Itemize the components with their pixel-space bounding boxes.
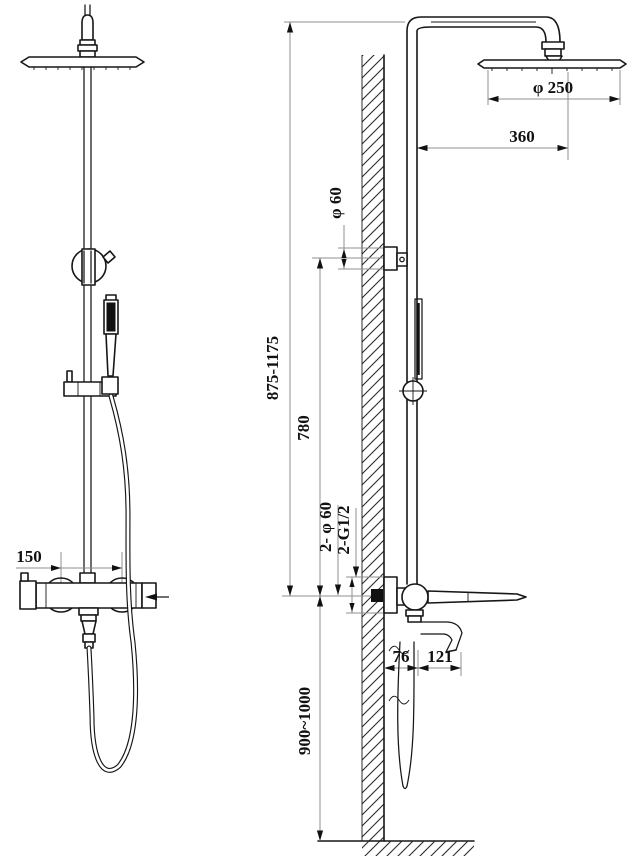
bracket-arm	[397, 253, 407, 266]
front-view	[16, 5, 169, 770]
valve-side	[371, 577, 526, 652]
head-disc	[21, 57, 144, 67]
wand-holder-cup	[102, 377, 118, 394]
head-nozzles	[492, 68, 612, 74]
riser-front	[84, 67, 91, 583]
dim-mount-height: 900~1000	[295, 686, 314, 756]
wall-section	[318, 55, 474, 856]
dim-bracket-height: 780	[294, 415, 313, 441]
shower-head-front	[21, 5, 144, 70]
valve-body	[402, 584, 428, 610]
valve-front	[20, 573, 169, 648]
riser-and-arm	[407, 17, 560, 584]
construction-lines	[282, 22, 620, 676]
pipe-outer	[407, 17, 560, 584]
wall-thread-connection	[371, 589, 383, 602]
dim-spout-reach: 121	[427, 647, 453, 666]
swivel-dome	[82, 15, 93, 40]
dim-head-diameter: φ 250	[532, 78, 574, 97]
floor-hatch	[362, 841, 474, 856]
dim-arm-reach: 360	[509, 127, 535, 146]
wall-bracket-side	[384, 247, 407, 270]
riser-collar	[80, 573, 95, 583]
dim-riser-range: 875-1175	[263, 335, 282, 401]
valve-escutcheon	[384, 577, 397, 613]
hand-shower-side	[399, 299, 427, 405]
bracket-escutcheon	[384, 247, 397, 270]
break-mark	[389, 696, 409, 704]
wall-hatch	[362, 55, 384, 841]
left-handle	[20, 581, 36, 609]
dimension-lines	[290, 22, 620, 841]
head-disc	[478, 60, 626, 68]
side-view	[263, 17, 626, 856]
dim-bracket-diameter: φ 60	[326, 187, 345, 219]
dim-wall-hole-note: 2- φ 60	[316, 501, 335, 553]
swivel-joint	[542, 42, 564, 49]
diverter	[79, 608, 98, 615]
valve-lever	[428, 591, 526, 603]
dim-thread-note: 2-G1/2	[334, 505, 353, 555]
shower-head-side	[478, 42, 626, 74]
dim-wall-offset: 76	[392, 647, 410, 666]
dim-inlet-spacing: 150	[16, 547, 42, 566]
wand-handle	[106, 334, 116, 376]
spout-top	[421, 622, 462, 650]
wall-bracket-front	[72, 249, 115, 285]
slider-pin	[67, 371, 72, 382]
pipe-inner	[417, 27, 546, 584]
